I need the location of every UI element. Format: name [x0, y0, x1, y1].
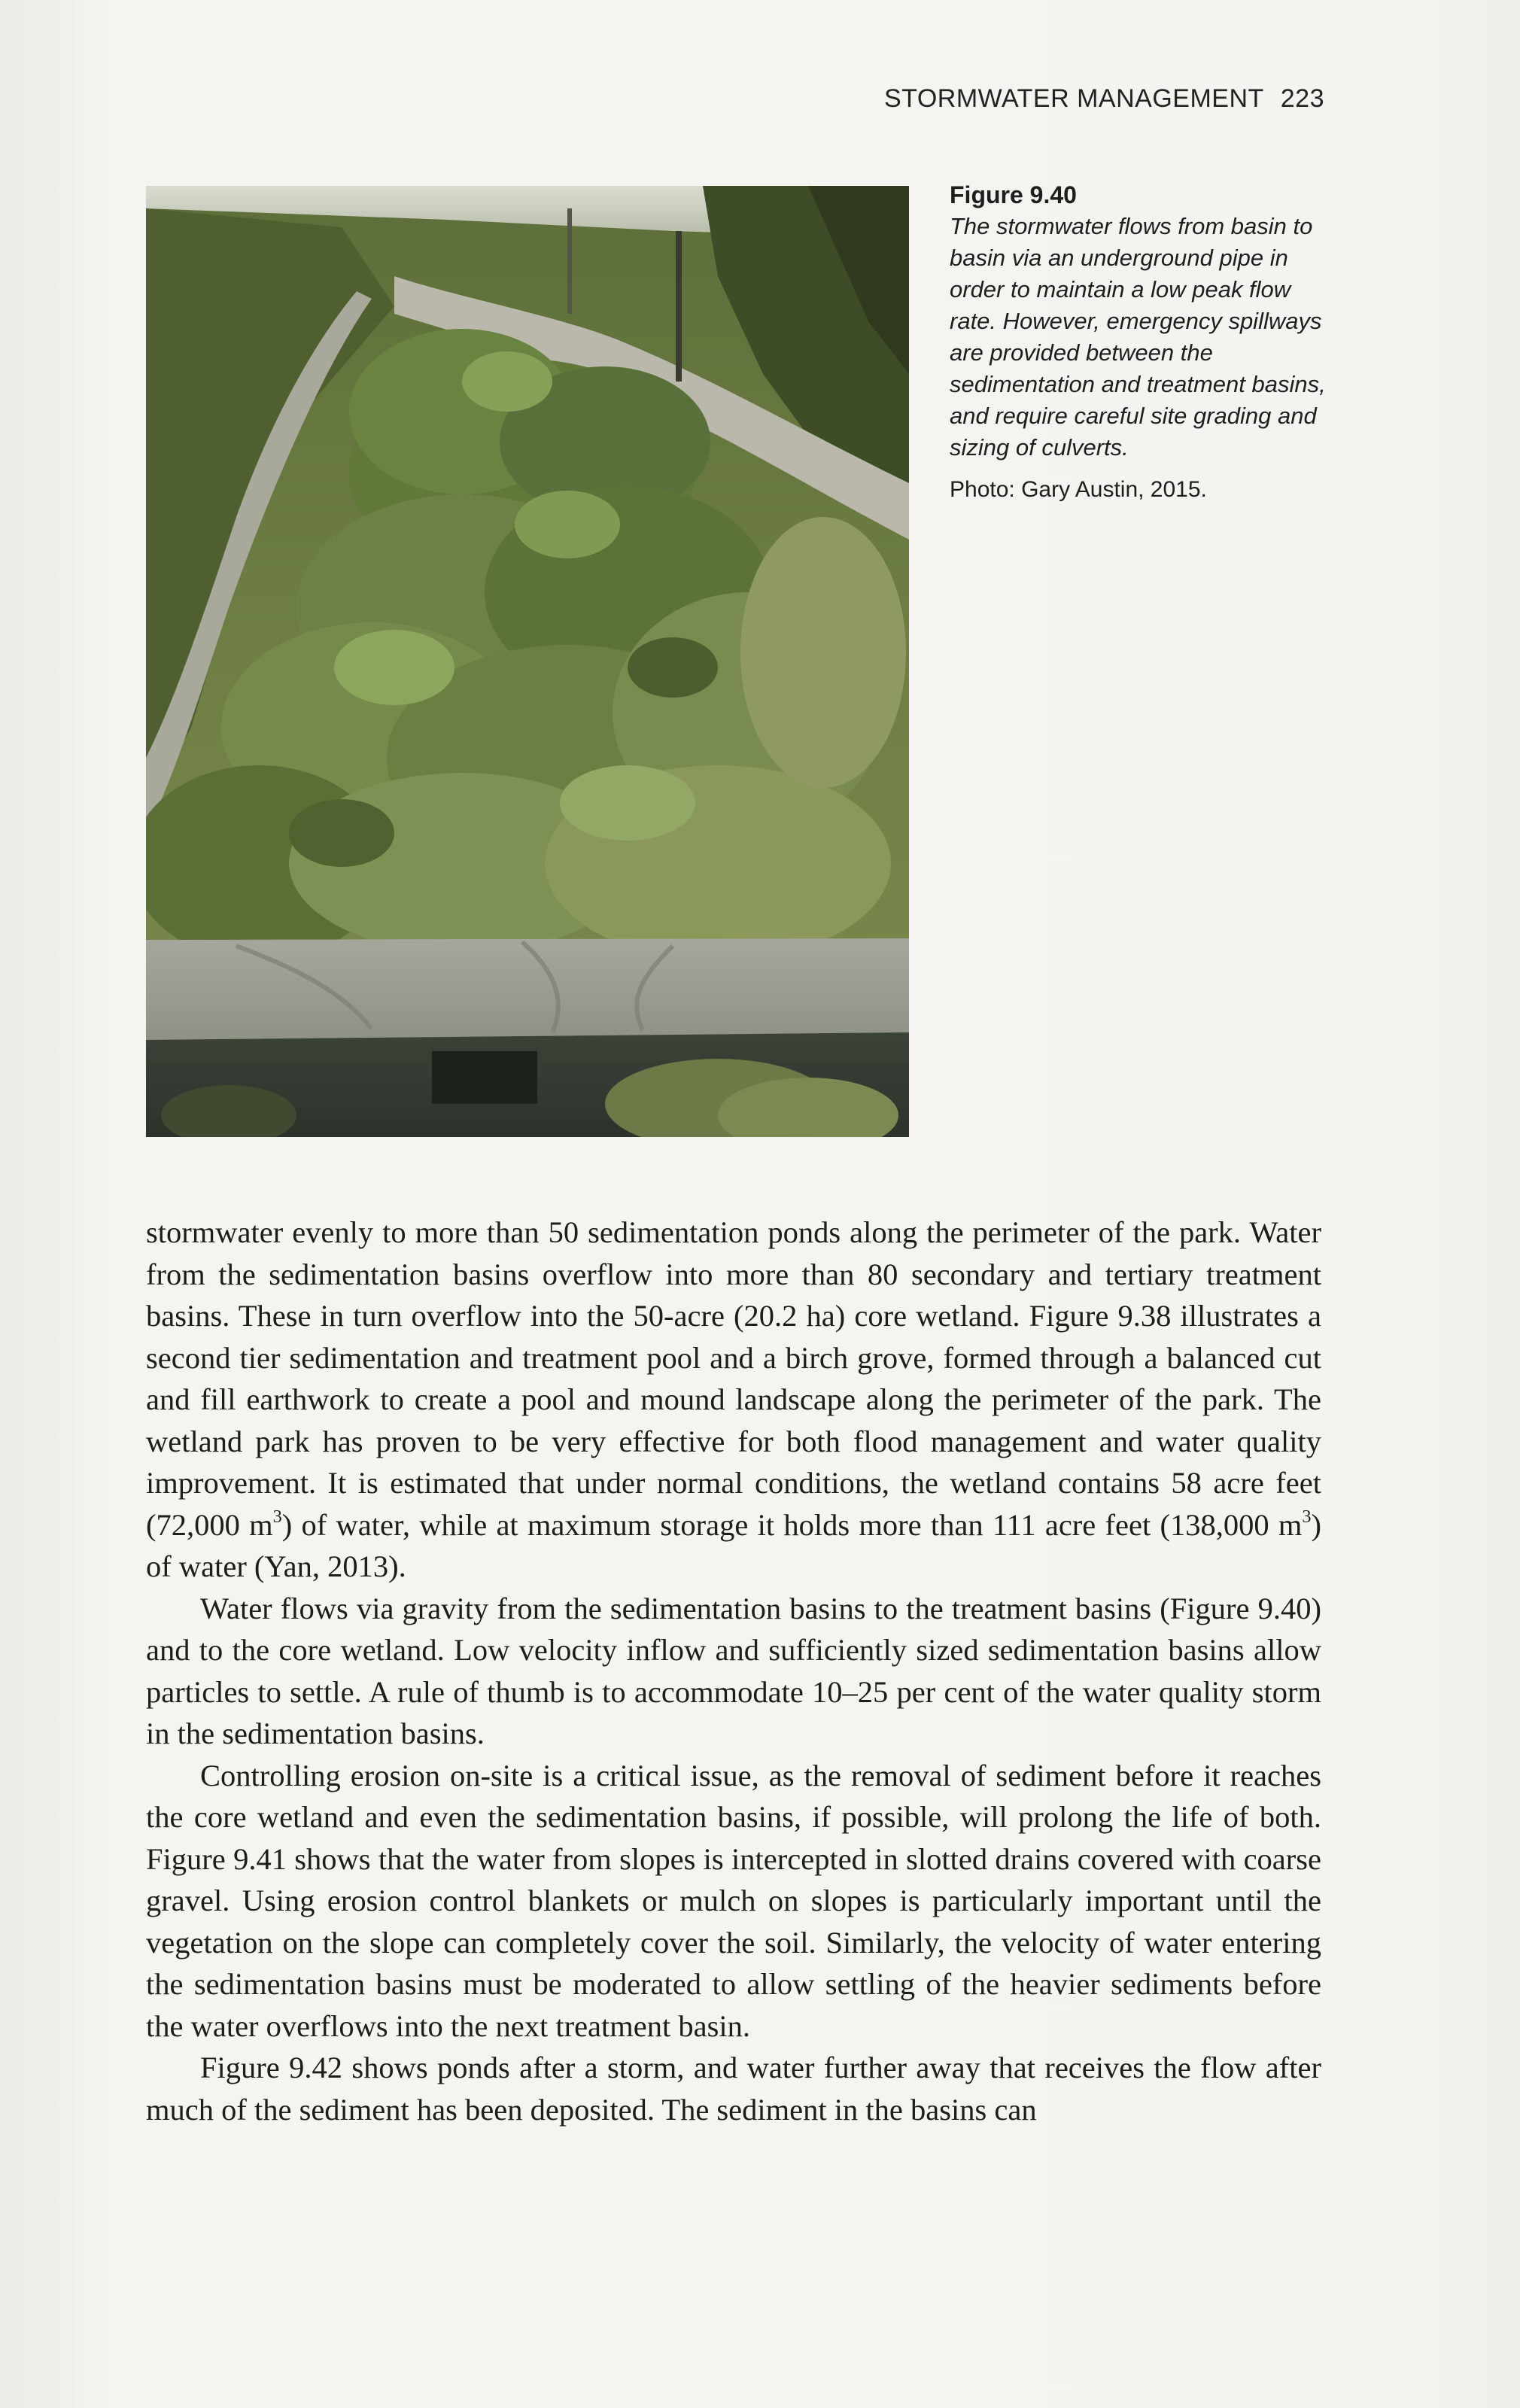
page-number: 223 [1280, 84, 1324, 113]
section-title: STORMWATER MANAGEMENT [884, 84, 1264, 113]
photo-credit: Photo: Gary Austin, 2015. [950, 477, 1207, 502]
paragraph-1 [146, 1212, 1321, 1588]
figure-label: Figure 9.40 [950, 181, 1077, 208]
superscript-cubed: 3 [1302, 1506, 1312, 1527]
figure-caption-text: The stormwater flows from basin to basin via an underground pipe in order to maintain a low peak flow rate. However, emergency spillways are provided between the sedimentation and treatment basins, and require careful site grading and sizing of culverts. [950, 213, 1326, 461]
superscript-cubed: 3 [272, 1506, 282, 1527]
paragraph-1-part-b: ) of water, while at maximum storage it holds more than 111 acre feet (138,000 m [281, 1507, 1303, 1542]
paragraph-3: Controlling erosion on-site is a critical issue, as the removal of sediment before it reaches the core wetland and even the sedimentation basins, if possible, will prolong the life of both. Figure 9.41 shows that the water from slopes is intercepted in slotted drains covered with coarse gravel. Using erosion control blankets or mulch on slopes is particularly important until the vegetation on the slope can completely cover the soil. Similarly, the velocity of water entering the sedimentation basins must be moderated to allow settling of the heavier sediments before the water overflows into the next treatment basin. [146, 1758, 1321, 2043]
figure-photo [146, 186, 909, 1137]
paragraph-1-part-c: ) of water (Yan, 2013). [146, 1507, 1321, 1583]
running-header [813, 84, 1324, 114]
figure-caption [950, 179, 1341, 506]
paragraph-1-part-a: stormwater evenly to more than 50 sedimentation ponds along the perimeter of the park. Water from the sedimentation basins overflow into more than 80 secondary and tertiary treatment basins. These in turn overflow into the 50-acre (20.2 ha) core wetland. Figure 9.38 illustrates a second tier sedimentation and treatment pool and a birch grove, formed through a balanced cut and fill earthwork to create a pool and mound landscape along the perimeter of the park. The wetland park has proven to be very effective for both flood management and water quality improvement. It is estimated that under normal conditions, the wetland contains 58 acre feet (72,000 m [146, 1215, 1321, 1542]
paragraph-4: Figure 9.42 shows ponds after a storm, and water further away that receives the flow after much of the sediment has been deposited. The sediment in the basins can [146, 2051, 1321, 2127]
body-text [146, 1212, 1321, 2130]
paragraph-2: Water flows via gravity from the sedimentation basins to the treatment basins (Figure 9.40) and to the core wetland. Low velocity inflow and sufficiently sized sedimentation basins allow particles to settle. A rule of thumb is to accommodate 10–25 per cent of the water quality storm in the sedimentation basins. [146, 1591, 1321, 1750]
